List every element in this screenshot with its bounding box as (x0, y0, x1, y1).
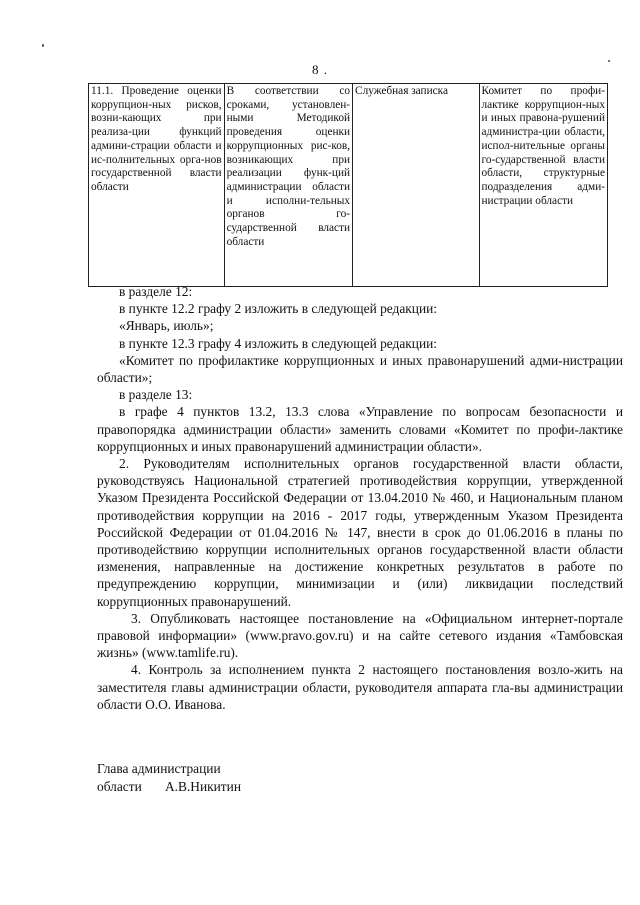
page-number: 8 . (312, 62, 328, 77)
paragraph-point-4: 4. Контроль за исполнением пункта 2 настоящего постановления возло-жить на заместителя главы администрации области, руководителя аппарата гла-вы администрации области О.О. Иванова. (97, 662, 623, 712)
table-cell-report-form: Служебная записка (353, 84, 479, 287)
paragraph-point-3: 3. Опубликовать настоящее постановление на «Официальном интернет-портале правовой информации» (www.pravo.gov.ru) и на сайте сетевого издания «Тамбовская жизнь» (www.tamlife.ru). (97, 610, 623, 661)
paragraph-item-12-3-text: «Комитет по профилактике коррупционных и иных правонарушений адми-нистрации области»; (97, 352, 623, 386)
signature-title-line1: Глава администрации (97, 761, 221, 776)
paragraph-section-12: в разделе 12: (119, 284, 193, 299)
table-cell-responsible: Комитет по профи-лактике коррупцион-ных и иных правона-рушений администра-ции области, испол-нительные органы го-сударственной власти области, структурные подразделения адми-нистрации области (479, 84, 608, 287)
plan-table (88, 83, 608, 287)
paragraph-items-13-2-13-3: в графе 4 пунктов 13.2, 13.3 слова «Управление по вопросам безопасности и правопорядка администрации области» заменить словами «Комитет по профи-лактике коррупционных и иных правонарушений администрации области». (97, 404, 623, 454)
table-cell-deadline: В соответствии со сроками, установлен-ными Методикой проведения оценки коррупционных рис-ков, возникающих при реализации функ-ций администрации области и исполни-тельных органов го-сударственной власти области (224, 84, 352, 287)
table-row (89, 84, 608, 287)
paragraph-item-12-2: в пункте 12.2 графу 2 изложить в следующей редакции: (119, 301, 438, 317)
paragraph-point-2: 2. Руководителям исполнительных органов государственной власти области, руководствуясь Национальной стратегией противодействия коррупции, утвержденной Указом Президента Российской Федерации от 13.04.2010 № 460, и Национальным планом противодействия коррупции на 2016 - 2017 годы, утвержденным Указом Президента Российской Федерации от 01.04.2016 № 147, внести в срок до 01.06.2016 в планы по противодействию коррупции исполнительных органов государственной власти области изменения, направленные на достижение конкретных результатов в работе по предупреждению коррупции, минимизации и (или) ликвидации последствий коррупционных правонарушений. (97, 456, 623, 609)
paragraph-item-12-3: в пункте 12.3 графу 4 изложить в следующей редакции: (119, 335, 438, 351)
paragraph-item-12-2-text: «Январь, июль»; (119, 318, 214, 334)
signature-name: А.В.Никитин (165, 778, 241, 794)
signature-title-line2: области (97, 778, 142, 794)
scan-speck (42, 44, 44, 47)
signature-block (97, 760, 241, 795)
paragraph-section-13: в разделе 13: (119, 387, 193, 403)
document-body (97, 283, 623, 713)
table-cell-measure: 11.1. Проведение оценки коррупцион-ных рисков, возни-кающих при реализа-ции функций админи-страции области и ис-полнительных орга-нов государственной власти области (89, 84, 225, 287)
